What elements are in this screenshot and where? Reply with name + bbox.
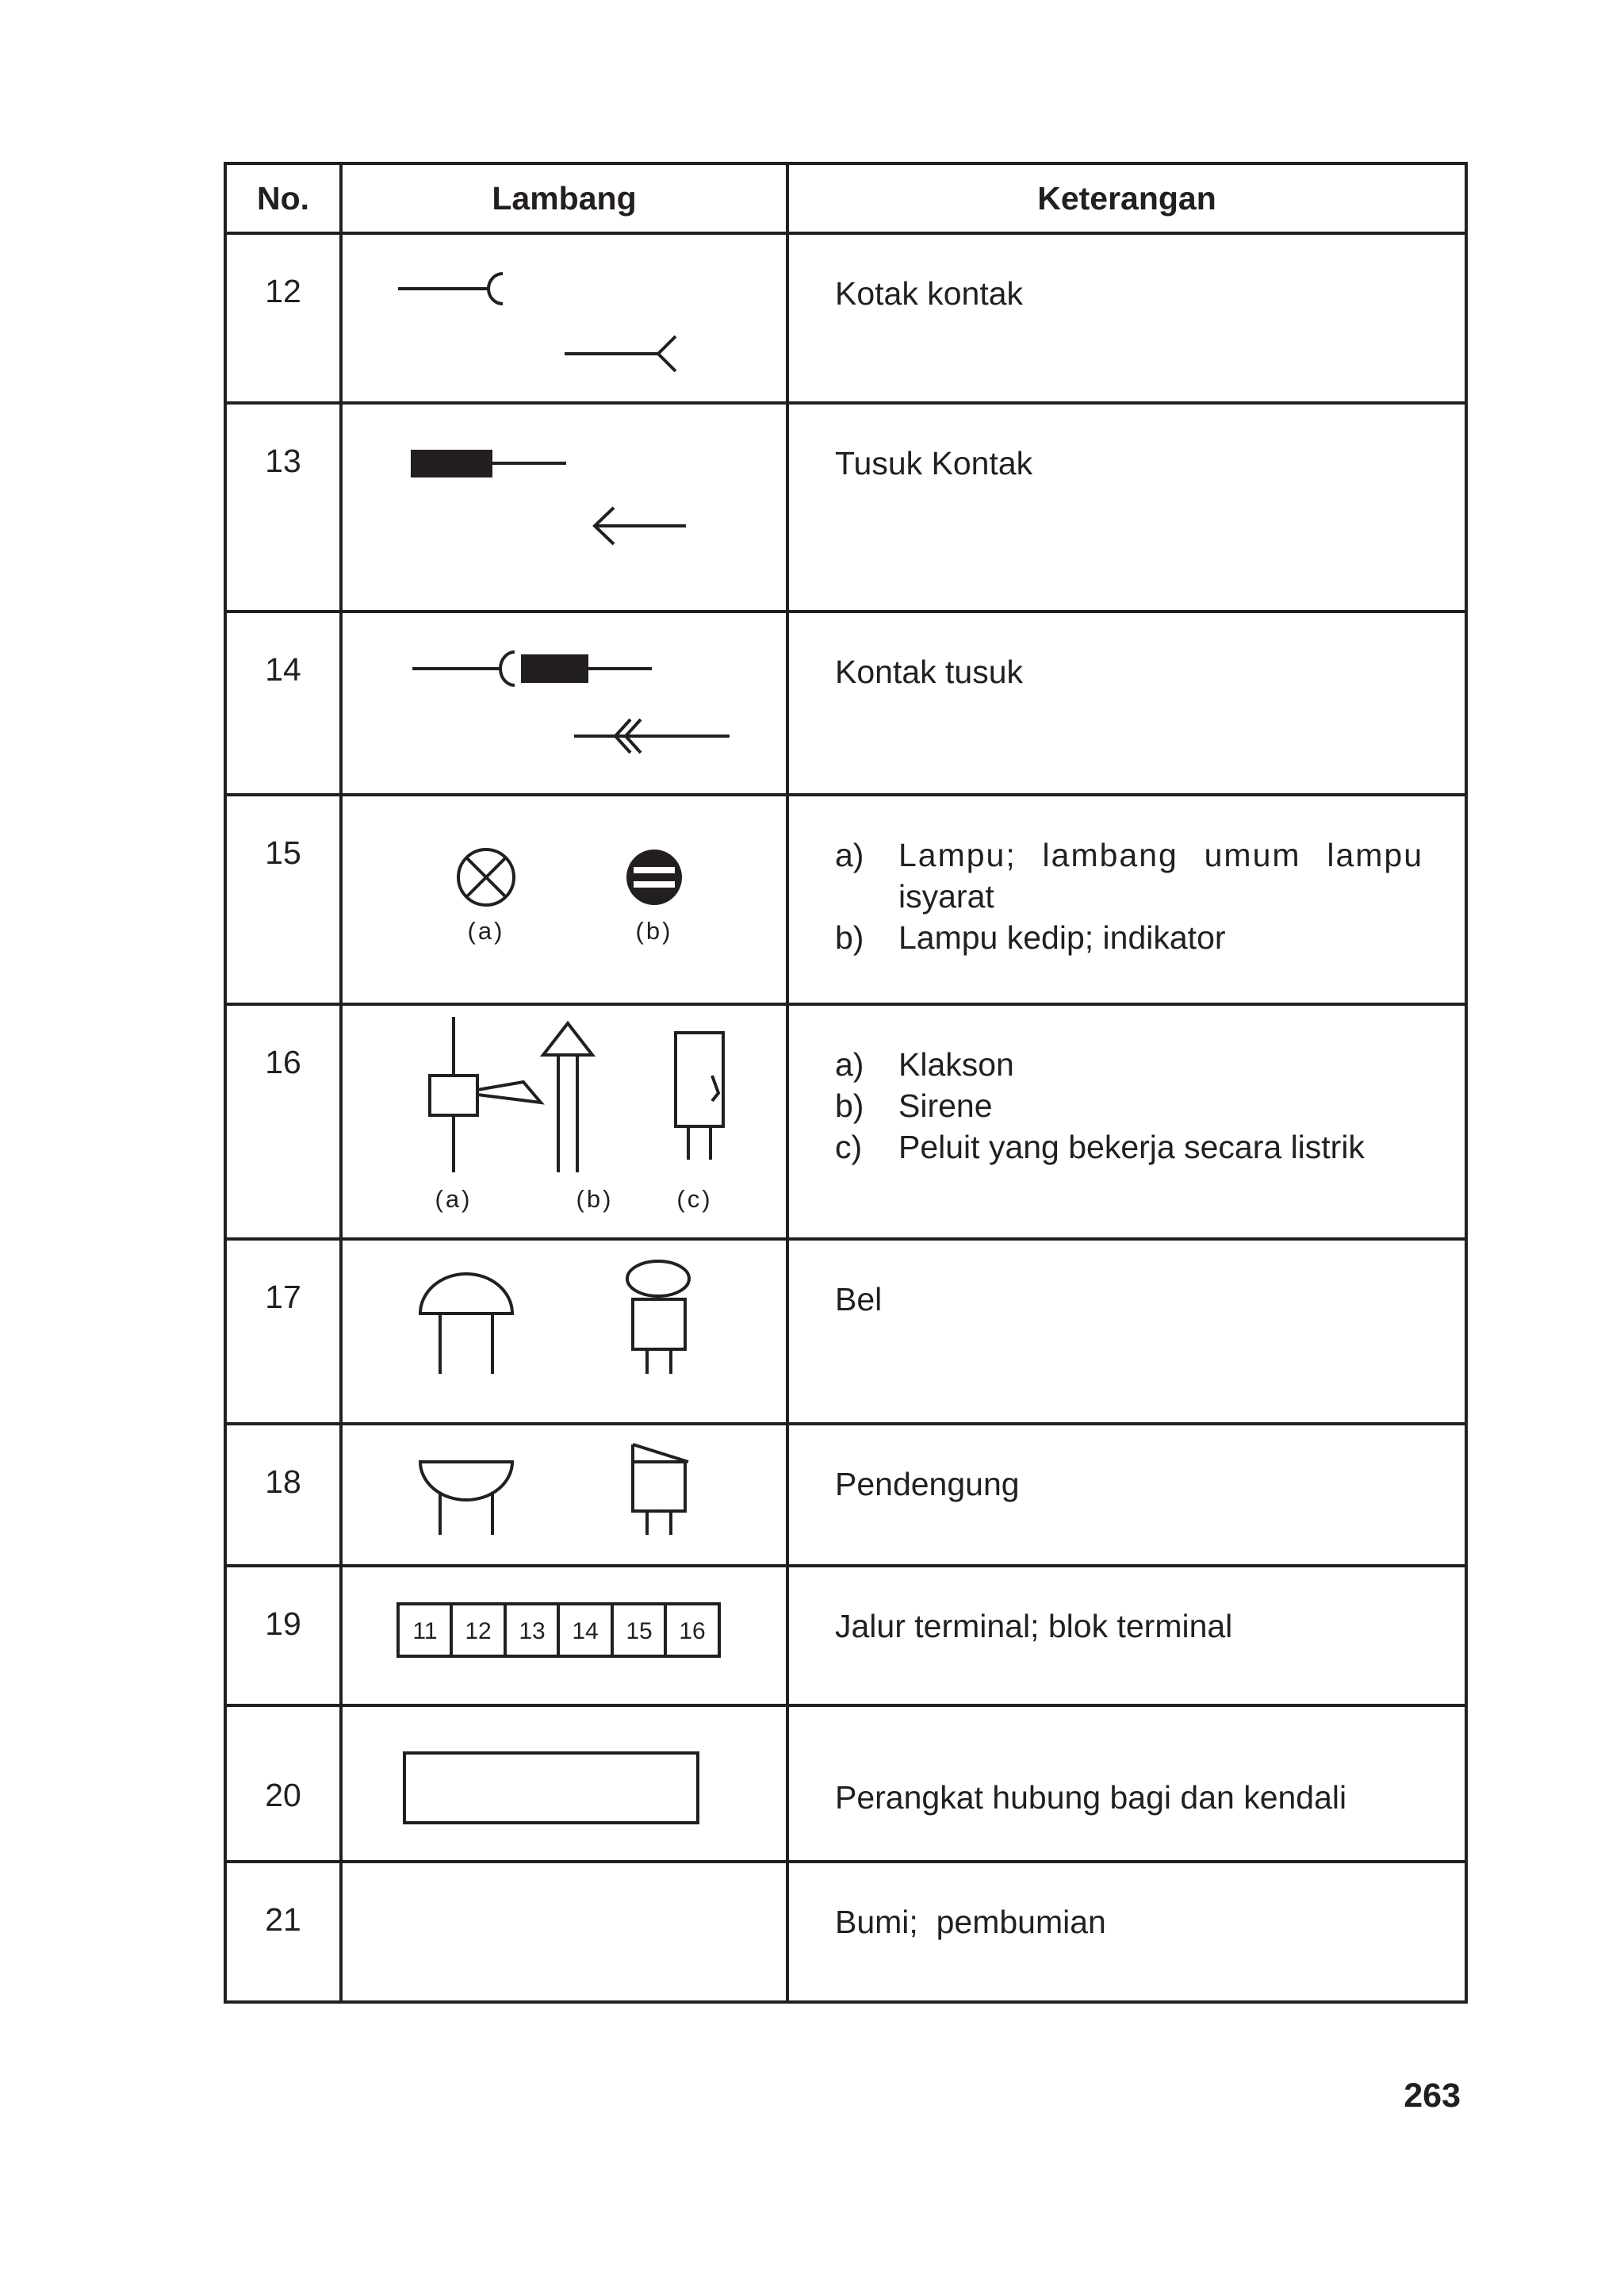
header-description: Keterangan (787, 163, 1466, 233)
lamp-icon (458, 850, 514, 905)
symbol-cell (341, 403, 787, 612)
terminal-number: 13 (519, 1618, 546, 1644)
terminal-block-symbol (343, 1567, 789, 1704)
page-number: 263 (1404, 2077, 1461, 2115)
header-no: No. (225, 163, 341, 233)
list-item (835, 1044, 1423, 1085)
symbol-caption: (c) (676, 1185, 713, 1213)
list-text: isyarat (898, 878, 994, 915)
terminal-number: 14 (572, 1618, 599, 1644)
symbol-cell (341, 1004, 787, 1239)
table-row (225, 233, 1466, 403)
plug-socket-symbol (343, 613, 789, 793)
buzzer-alt-icon (633, 1444, 688, 1535)
list-text: Sirene (898, 1087, 993, 1124)
list-item (835, 834, 1423, 876)
row-description: Tusuk Kontak (787, 403, 1466, 612)
table-row (225, 1705, 1466, 1862)
socket-symbol (343, 235, 789, 401)
symbol-caption: (a) (435, 1185, 473, 1213)
row-number: 16 (225, 1004, 341, 1239)
list-marker (835, 876, 898, 917)
row-description: Jalur terminal; blok terminal (787, 1566, 1466, 1705)
row-description: Kotak kontak (787, 233, 1466, 403)
bell-symbols (343, 1241, 789, 1422)
lamp-symbols (343, 796, 789, 1003)
plug-symbol (343, 405, 789, 610)
terminal-number: 12 (465, 1618, 492, 1644)
header-symbol: Lambang (341, 163, 787, 233)
symbol-caption: (b) (635, 917, 673, 945)
list-marker: b) (835, 1087, 864, 1124)
list-marker: a) (835, 1046, 864, 1083)
horn-siren-whistle-symbols (343, 1006, 789, 1237)
table-row (225, 612, 1466, 795)
table-row (225, 1566, 1466, 1705)
terminal-number: 11 (412, 1618, 438, 1644)
terminal-number: 16 (679, 1618, 706, 1644)
table-row (225, 403, 1466, 612)
whistle-icon (676, 1033, 723, 1160)
bell-alt-icon (627, 1261, 689, 1374)
list-marker: a) (835, 837, 864, 873)
row-description: Bel (787, 1239, 1466, 1424)
row-description (787, 1004, 1466, 1239)
table-row (225, 795, 1466, 1004)
row-number: 12 (225, 233, 341, 403)
list-text: Klakson (898, 1046, 1014, 1083)
table-header-row (225, 163, 1466, 233)
symbol-cell (341, 1424, 787, 1566)
buzzer-icon (420, 1462, 512, 1535)
symbol-cell (341, 1862, 787, 2002)
table-row (225, 1004, 1466, 1239)
row-description: Kontak tusuk (787, 612, 1466, 795)
table-row (225, 1424, 1466, 1566)
list-text: Lampu kedip; indikator (898, 919, 1226, 956)
symbol-cell (341, 612, 787, 795)
list-marker: b) (835, 919, 864, 956)
symbol-cell (341, 1705, 787, 1862)
row-number: 19 (225, 1566, 341, 1705)
row-number: 18 (225, 1424, 341, 1566)
row-description: Pendengung (787, 1424, 1466, 1566)
bell-icon (420, 1274, 512, 1374)
list-item (835, 876, 1423, 917)
buzzer-symbols (343, 1425, 789, 1564)
symbol-cell (341, 1566, 787, 1705)
list-item (835, 917, 1423, 958)
row-number: 13 (225, 403, 341, 612)
row-number: 15 (225, 795, 341, 1004)
symbol-cell (341, 233, 787, 403)
table-row (225, 1862, 1466, 2002)
row-description: Perangkat hubung bagi dan kendali (787, 1705, 1466, 1862)
switchgear-symbol (343, 1707, 789, 1860)
row-number: 21 (225, 1862, 341, 2002)
siren-icon (543, 1023, 592, 1172)
list-text: Lampu; lambang umum lampu (898, 837, 1423, 873)
table-row (225, 1239, 1466, 1424)
row-description (787, 795, 1466, 1004)
row-number: 20 (225, 1705, 341, 1862)
description-list (835, 1044, 1423, 1168)
row-number: 14 (225, 612, 341, 795)
symbol-caption: (b) (576, 1185, 614, 1213)
description-list (835, 834, 1423, 958)
list-item (835, 1085, 1423, 1126)
symbol-table (224, 162, 1468, 2004)
list-text: Peluit yang bekerja secara listrik (898, 1129, 1365, 1165)
list-marker: c) (835, 1129, 863, 1165)
row-number: 17 (225, 1239, 341, 1424)
row-description: Bumi; pembumian (787, 1862, 1466, 2002)
horn-icon (430, 1017, 541, 1172)
list-item (835, 1126, 1423, 1168)
flashing-lamp-icon (626, 850, 682, 905)
terminal-number: 15 (626, 1618, 653, 1644)
symbol-cell (341, 1239, 787, 1424)
symbol-caption: (a) (467, 917, 505, 945)
symbol-cell (341, 795, 787, 1004)
